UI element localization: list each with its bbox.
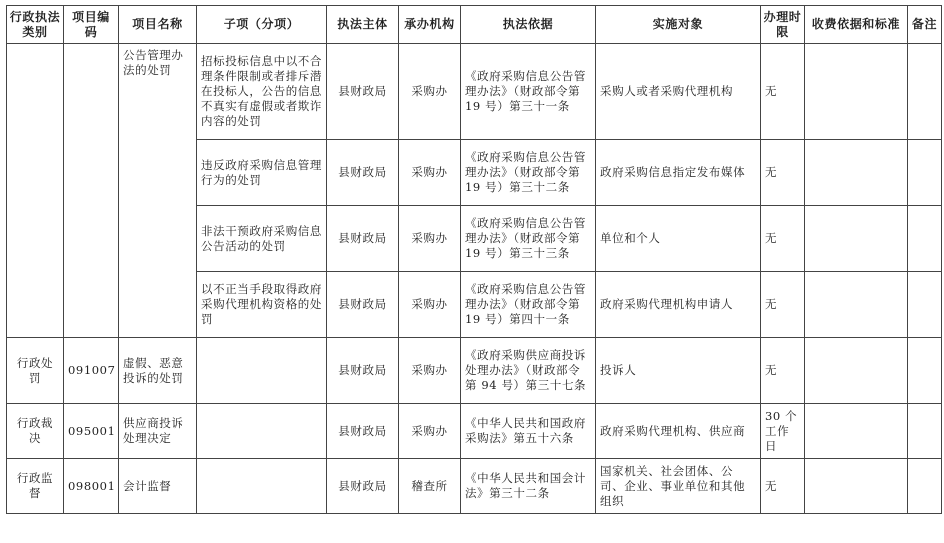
- subject-cell: 县财政局: [327, 140, 399, 206]
- col-header-target: 实施对象: [596, 6, 761, 44]
- col-header-subject: 执法主体: [327, 6, 399, 44]
- note-cell: [908, 272, 942, 338]
- category-cell: 行政监督: [7, 459, 64, 514]
- basis-cell: 《政府采购供应商投诉处理办法》（财政部令第 94 号）第三十七条: [461, 338, 596, 404]
- col-header-code: 项目编码: [64, 6, 119, 44]
- target-cell: 采购人或者采购代理机构: [596, 44, 761, 140]
- basis-cell: 《中华人民共和国会计法》第三十二条: [461, 459, 596, 514]
- limit-cell: 无: [761, 44, 805, 140]
- limit-cell: 30 个工作日: [761, 404, 805, 459]
- col-header-name: 项目名称: [119, 6, 197, 44]
- limit-cell: 无: [761, 140, 805, 206]
- fee-cell: [805, 459, 908, 514]
- target-cell: 国家机关、社会团体、公司、企业、事业单位和其他组织: [596, 459, 761, 514]
- subject-cell: 县财政局: [327, 44, 399, 140]
- table-row: [7, 44, 942, 140]
- fee-cell: [805, 404, 908, 459]
- enforcement-table: [6, 5, 942, 514]
- fee-cell: [805, 272, 908, 338]
- col-header-basis: 执法依据: [461, 6, 596, 44]
- basis-cell: 《中华人民共和国政府采购法》第五十六条: [461, 404, 596, 459]
- subject-cell: 县财政局: [327, 338, 399, 404]
- fee-cell: [805, 140, 908, 206]
- category-cell: [7, 44, 64, 338]
- table-row: [7, 338, 942, 404]
- limit-cell: 无: [761, 459, 805, 514]
- code-cell: 091007: [64, 338, 119, 404]
- col-header-sub: 子项（分项）: [197, 6, 327, 44]
- sub-cell: 以不正当手段取得政府采购代理机构资格的处罚: [197, 272, 327, 338]
- agency-cell: 采购办: [399, 404, 461, 459]
- basis-cell: 《政府采购信息公告管理办法》（财政部令第 19 号）第三十二条: [461, 140, 596, 206]
- subject-cell: 县财政局: [327, 272, 399, 338]
- name-cell: 供应商投诉处理决定: [119, 404, 197, 459]
- subject-cell: 县财政局: [327, 459, 399, 514]
- agency-cell: 采购办: [399, 140, 461, 206]
- sub-cell: [197, 459, 327, 514]
- header-row: [7, 6, 942, 44]
- table-row: [7, 404, 942, 459]
- target-cell: 单位和个人: [596, 206, 761, 272]
- note-cell: [908, 338, 942, 404]
- agency-cell: 采购办: [399, 272, 461, 338]
- code-cell: [64, 44, 119, 338]
- name-cell: 会计监督: [119, 459, 197, 514]
- subject-cell: 县财政局: [327, 404, 399, 459]
- basis-cell: 《政府采购信息公告管理办法》（财政部令第 19 号）第三十三条: [461, 206, 596, 272]
- col-header-agency: 承办机构: [399, 6, 461, 44]
- agency-cell: 稽查所: [399, 459, 461, 514]
- target-cell: 政府采购信息指定发布媒体: [596, 140, 761, 206]
- category-cell: 行政处罚: [7, 338, 64, 404]
- col-header-category: 行政执法类别: [7, 6, 64, 44]
- target-cell: 投诉人: [596, 338, 761, 404]
- code-cell: 095001: [64, 404, 119, 459]
- note-cell: [908, 459, 942, 514]
- fee-cell: [805, 338, 908, 404]
- code-cell: 098001: [64, 459, 119, 514]
- agency-cell: 采购办: [399, 338, 461, 404]
- col-header-limit: 办理时限: [761, 6, 805, 44]
- table-row: [7, 459, 942, 514]
- note-cell: [908, 206, 942, 272]
- name-cell: 虚假、恶意投诉的处罚: [119, 338, 197, 404]
- agency-cell: 采购办: [399, 206, 461, 272]
- sub-cell: 招标投标信息中以不合理条件限制或者排斥潜在投标人，公告的信息不真实有虚假或者欺诈内容的处罚: [197, 44, 327, 140]
- note-cell: [908, 44, 942, 140]
- fee-cell: [805, 44, 908, 140]
- sub-cell: 非法干预政府采购信息公告活动的处罚: [197, 206, 327, 272]
- sub-cell: [197, 404, 327, 459]
- subject-cell: 县财政局: [327, 206, 399, 272]
- note-cell: [908, 404, 942, 459]
- target-cell: 政府采购代理机构申请人: [596, 272, 761, 338]
- fee-cell: [805, 206, 908, 272]
- category-cell: 行政裁决: [7, 404, 64, 459]
- note-cell: [908, 140, 942, 206]
- basis-cell: 《政府采购信息公告管理办法》（财政部令第 19 号）第四十一条: [461, 272, 596, 338]
- basis-cell: 《政府采购信息公告管理办法》（财政部令第 19 号）第三十一条: [461, 44, 596, 140]
- sub-cell: 违反政府采购信息管理行为的处罚: [197, 140, 327, 206]
- col-header-note: 备注: [908, 6, 942, 44]
- col-header-fee: 收费依据和标准: [805, 6, 908, 44]
- name-cell: 公告管理办法的处罚: [119, 44, 197, 338]
- limit-cell: 无: [761, 206, 805, 272]
- sub-cell: [197, 338, 327, 404]
- limit-cell: 无: [761, 272, 805, 338]
- target-cell: 政府采购代理机构、供应商: [596, 404, 761, 459]
- agency-cell: 采购办: [399, 44, 461, 140]
- limit-cell: 无: [761, 338, 805, 404]
